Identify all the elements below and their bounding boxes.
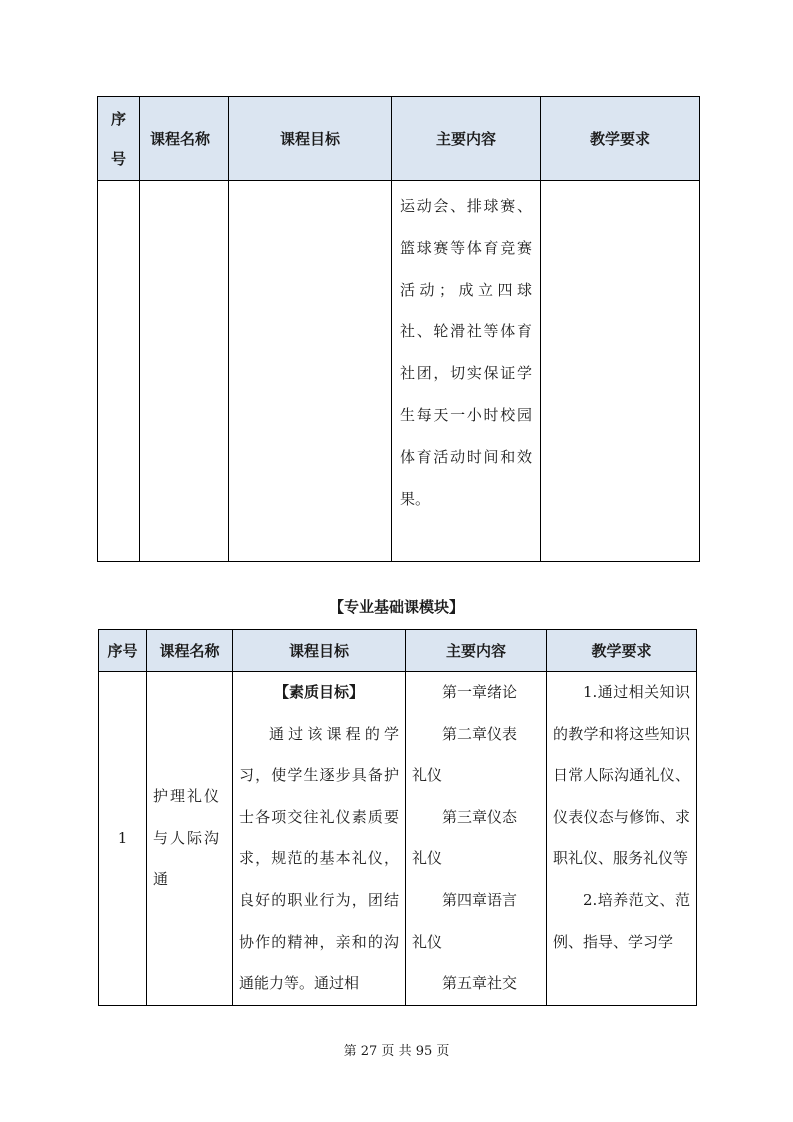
cell-teaching-requirement bbox=[547, 672, 706, 1006]
cell-serial: 1 bbox=[99, 672, 147, 1006]
header-main-content: 主要内容 bbox=[392, 97, 541, 181]
goal-text: 通过该课程的学习，使学生逐步具备护士各项交往礼仪素质要求，规范的基本礼仪，良好的职业行为，团结协作的精神，亲和的沟通能力等。通过相 bbox=[239, 724, 399, 993]
header-serial: 序号 bbox=[98, 97, 140, 181]
header-course-name: 课程名称 bbox=[147, 630, 233, 672]
table-row bbox=[98, 181, 700, 562]
chapter-1: 第一章绪论 bbox=[442, 683, 518, 701]
requirement-1: 1.通过相关知识的教学和将这些知识 日常人际沟通礼仪、仪表仪态与修饰、求职礼仪、服务礼仪等 bbox=[553, 683, 706, 868]
table-header-row bbox=[99, 630, 697, 672]
cell-course-name: 护理礼仪与人际沟通 bbox=[147, 672, 233, 1006]
cell-main-content bbox=[406, 672, 547, 1006]
header-course-goal: 课程目标 bbox=[229, 97, 392, 181]
cell-main-content: 运动会、排球赛、篮球赛等体育竞赛活动；成立四球社、轮滑社等体育社团，切实保证学生每天一小时校园体育活动时间和效果。 bbox=[392, 181, 541, 562]
table-header-row bbox=[98, 97, 700, 181]
chapter-5: 第五章社交 bbox=[442, 974, 518, 993]
header-serial: 序号 bbox=[99, 630, 147, 672]
cell-course-goal bbox=[229, 181, 392, 562]
continued-course-table bbox=[97, 96, 700, 562]
requirement-2: 2.培养范文、范例、指导、学习学 bbox=[553, 890, 690, 951]
cell-serial bbox=[98, 181, 140, 562]
chapter-4: 第四章语言 bbox=[442, 890, 518, 909]
chapter-3: 第三章仪态 bbox=[442, 807, 518, 826]
cell-course-name bbox=[140, 181, 229, 562]
header-main-content: 主要内容 bbox=[406, 630, 547, 672]
header-teaching-requirement: 教学要求 bbox=[547, 630, 697, 672]
chapter-4-cont: 礼仪 bbox=[412, 932, 443, 951]
chapter-3-cont: 礼仪 bbox=[412, 849, 443, 868]
cell-teaching-requirement bbox=[541, 181, 700, 562]
header-course-name: 课程名称 bbox=[140, 97, 229, 181]
chapter-2-cont: 礼仪 bbox=[412, 766, 443, 785]
section-title: 【专业基础课模块】 bbox=[328, 598, 464, 616]
goal-heading: 【素质目标】 bbox=[273, 683, 364, 701]
header-teaching-requirement: 教学要求 bbox=[541, 97, 700, 181]
chapter-2: 第二章仪表 bbox=[442, 724, 518, 743]
cell-course-goal bbox=[233, 672, 406, 1006]
table-row bbox=[99, 672, 697, 1006]
header-course-goal: 课程目标 bbox=[233, 630, 406, 672]
page-footer: 第 27 页 共 95 页 bbox=[343, 1044, 450, 1059]
professional-foundation-table bbox=[98, 629, 706, 1006]
